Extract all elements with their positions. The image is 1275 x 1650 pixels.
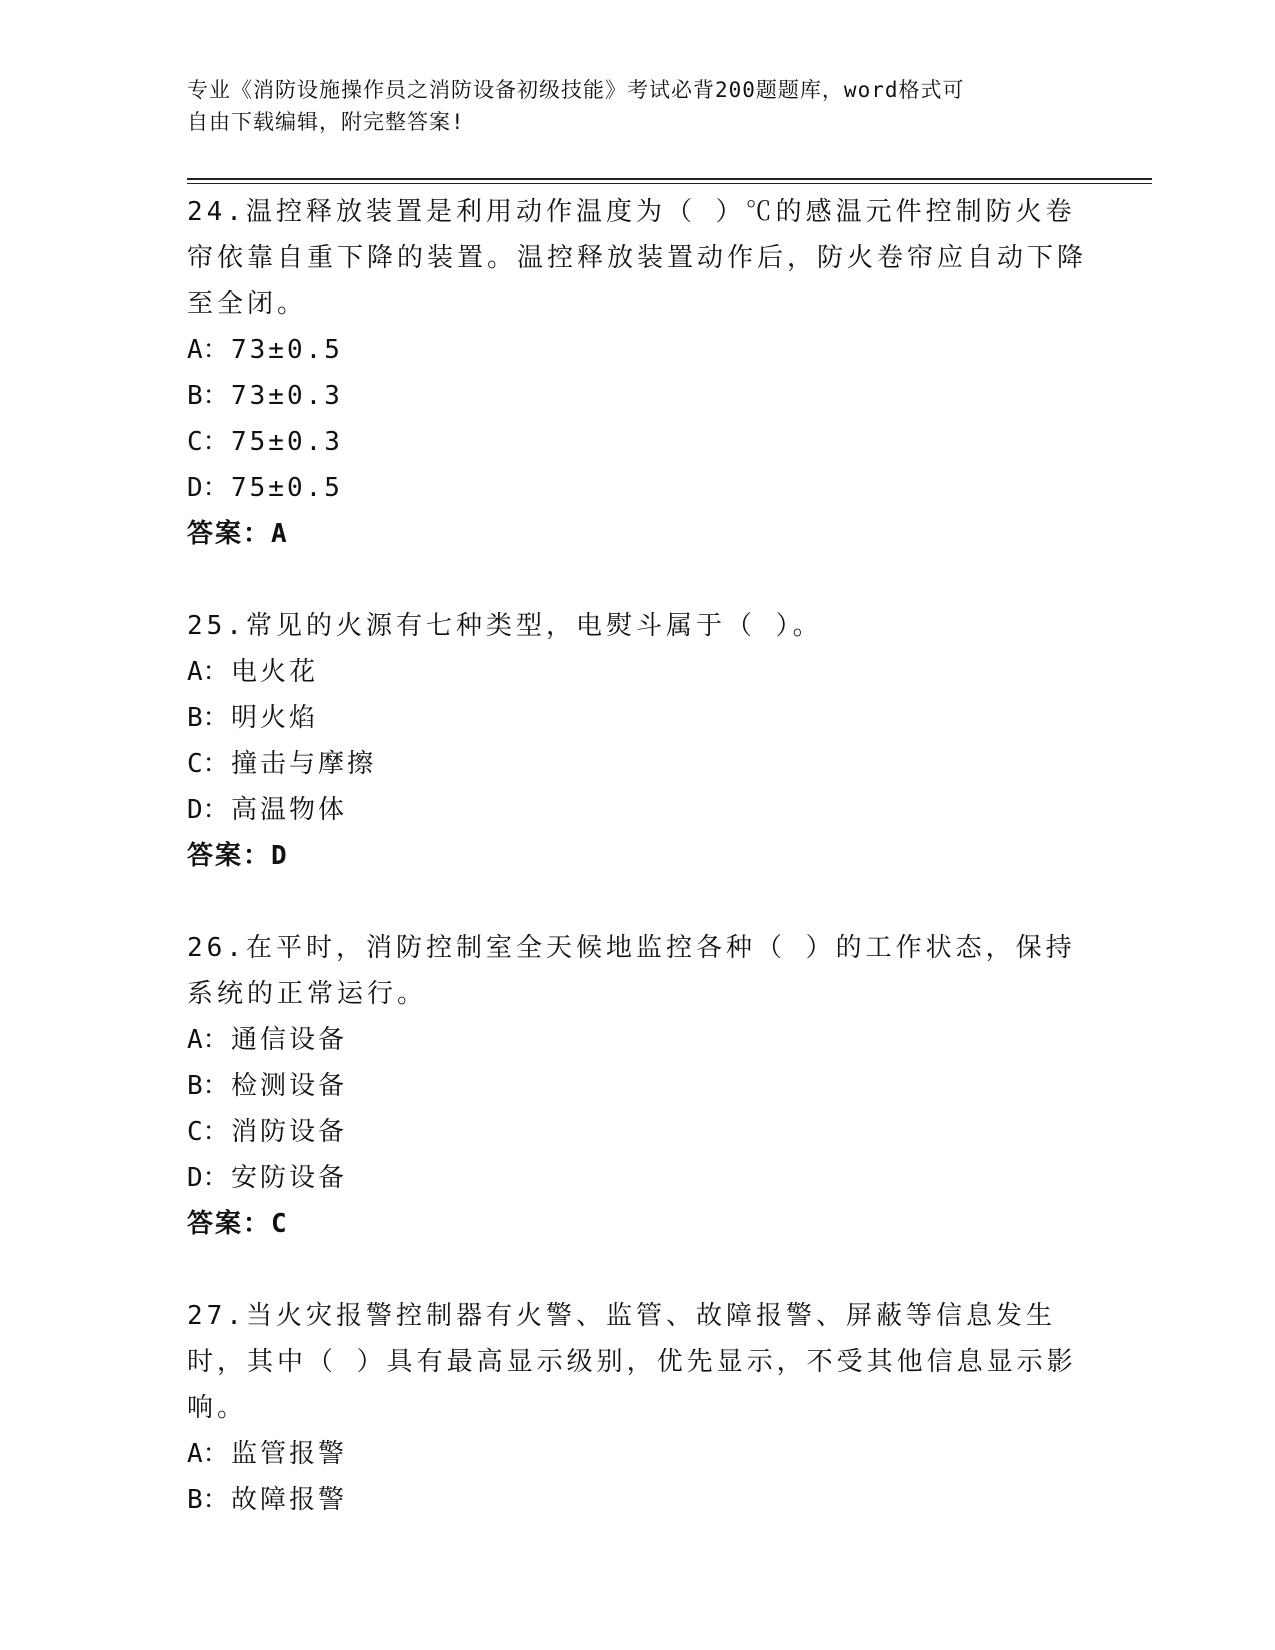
option-value: 75±0.5	[231, 473, 343, 503]
option-c	[187, 1109, 1087, 1155]
option-key: A：	[187, 335, 229, 365]
option-value: 明火焰	[231, 703, 319, 733]
answer: 答案：D	[187, 841, 289, 871]
document-header	[187, 74, 1067, 138]
option-value: 通信设备	[231, 1025, 348, 1055]
option-value: 故障报警	[231, 1485, 348, 1515]
header-divider-thin	[187, 183, 1152, 184]
question-text: 24.温控释放装置是利用动作温度为（ ）℃的感温元件控制防火卷帘依靠自重下降的装置。温控释放装置动作后，防火卷帘应自动下降至全闭。	[187, 197, 1088, 319]
question-text: 27.当火灾报警控制器有火警、监管、故障报警、屏蔽等信息发生时，其中（ ）具有最高显示级别，优先显示，不受其他信息显示影响。	[187, 1301, 1077, 1423]
question-list	[187, 189, 1087, 1569]
header-line-1: 专业《消防设施操作员之消防设备初级技能》考试必背200题题库，word格式可	[187, 78, 965, 102]
option-value: 撞击与摩擦	[231, 749, 377, 779]
option-key: C：	[187, 1117, 229, 1147]
answer: 答案：A	[187, 519, 289, 549]
option-key: D：	[187, 473, 229, 503]
question-text: 26.在平时，消防控制室全天候地监控各种（ ）的工作状态，保持系统的正常运行。	[187, 933, 1076, 1009]
question-24	[187, 189, 1087, 557]
answer: 答案：C	[187, 1209, 289, 1239]
option-value: 监管报警	[231, 1439, 348, 1469]
header-divider-thick	[187, 178, 1152, 180]
option-key: B：	[187, 703, 229, 733]
option-value: 73±0.5	[231, 335, 343, 365]
option-value: 电火花	[231, 657, 319, 687]
option-key: B：	[187, 1485, 229, 1515]
option-d	[187, 1155, 1087, 1201]
question-27	[187, 1293, 1087, 1523]
question-25	[187, 603, 1087, 879]
option-b	[187, 1063, 1087, 1109]
option-key: D：	[187, 1163, 229, 1193]
option-b	[187, 1477, 1087, 1523]
question-text: 25.常见的火源有七种类型，电熨斗属于（ ）。	[187, 611, 823, 641]
option-key: D：	[187, 795, 229, 825]
option-b	[187, 373, 1087, 419]
option-key: C：	[187, 427, 229, 457]
option-a	[187, 649, 1087, 695]
option-d	[187, 465, 1087, 511]
option-value: 75±0.3	[231, 427, 343, 457]
option-value: 高温物体	[231, 795, 348, 825]
option-key: B：	[187, 1071, 229, 1101]
option-c	[187, 741, 1087, 787]
option-key: C：	[187, 749, 229, 779]
option-b	[187, 695, 1087, 741]
option-value: 安防设备	[231, 1163, 348, 1193]
option-c	[187, 419, 1087, 465]
option-key: A：	[187, 657, 229, 687]
option-a	[187, 1431, 1087, 1477]
option-d	[187, 787, 1087, 833]
option-value: 73±0.3	[231, 381, 343, 411]
option-key: A：	[187, 1439, 229, 1469]
option-key: A：	[187, 1025, 229, 1055]
option-value: 消防设备	[231, 1117, 348, 1147]
question-26	[187, 925, 1087, 1247]
option-value: 检测设备	[231, 1071, 348, 1101]
option-key: B：	[187, 381, 229, 411]
option-a	[187, 327, 1087, 373]
option-a	[187, 1017, 1087, 1063]
header-line-2: 自由下载编辑，附完整答案!	[187, 110, 465, 134]
